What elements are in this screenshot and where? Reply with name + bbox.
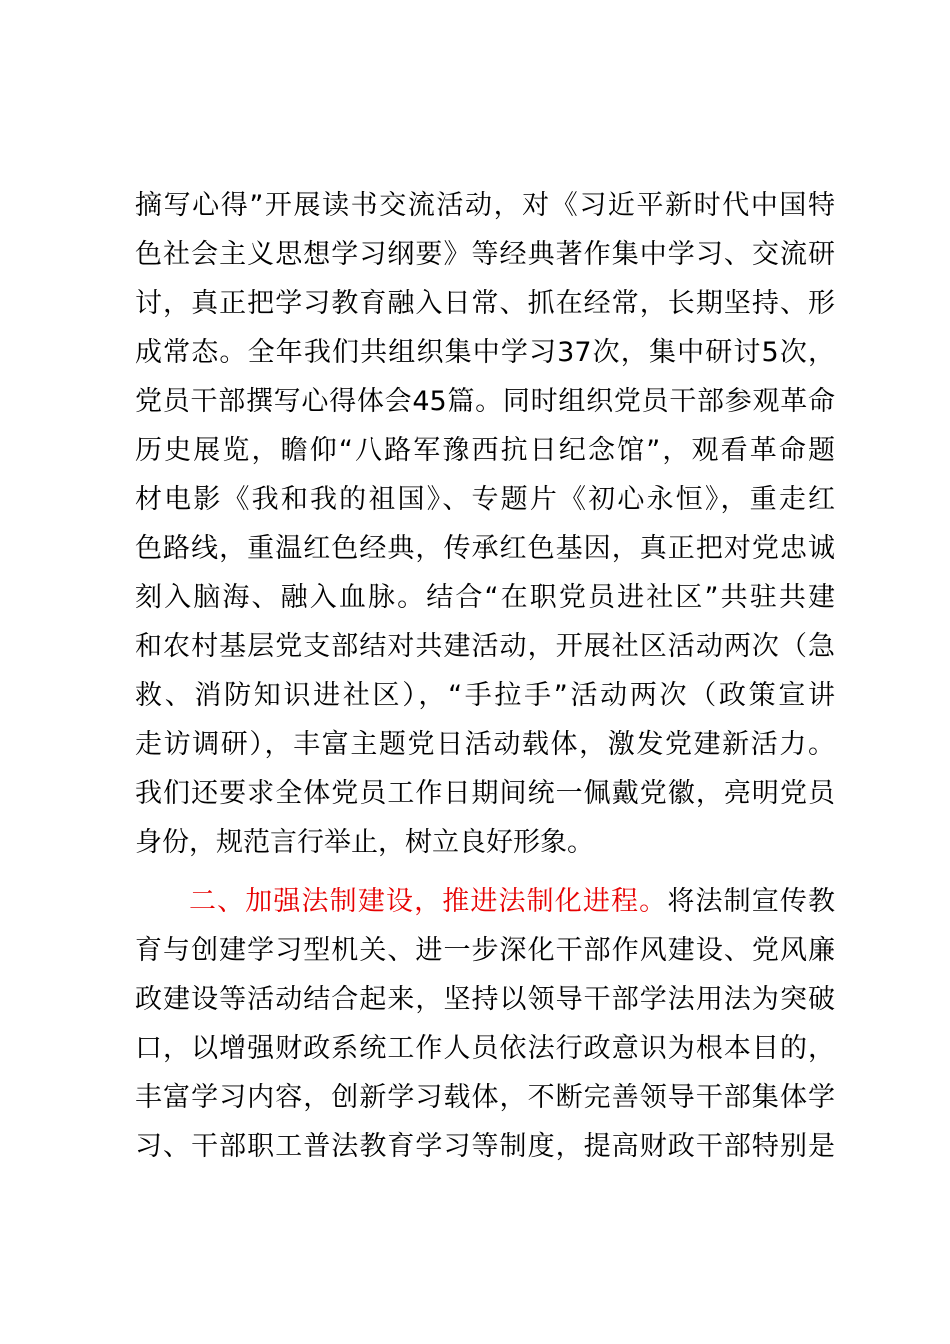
paragraph-1-line: 色社会主义思想学习纲要》等经典著作集中学习、交流研: [135, 239, 835, 270]
paragraph-1-line: 党员干部撰写心得体会45篇。同时组织党员干部参观革命: [135, 386, 835, 417]
section-2-line: 丰富学习内容，创新学习载体，不断完善领导干部集体学: [135, 1082, 835, 1113]
paragraph-1-line: 讨，真正把学习教育融入日常、抓在经常，长期坚持、形: [135, 288, 835, 319]
paragraph-1-line: 身份，规范言行举止，树立良好形象。: [135, 827, 594, 858]
paragraph-1-line: 历史展览，瞻仰“八路军豫西抗日纪念馆”，观看革命题: [135, 435, 835, 466]
section-2-line: 口，以增强财政系统工作人员依法行政意识为根本目的，: [135, 1033, 835, 1064]
paragraph-1-line: 摘写心得”开展读书交流活动，对《习近平新时代中国特: [135, 190, 835, 221]
paragraph-1-line: 成常态。全年我们共组织集中学习37次，集中研讨5次，: [135, 337, 835, 368]
section-2-first-line: [189, 884, 835, 920]
section-2-line: 育与创建学习型机关、进一步深化干部作风建设、党风廉: [135, 935, 835, 966]
section-2-heading: 二、加强法制建设，推进法制化进程。: [189, 886, 668, 917]
paragraph-1-line: 刻入脑海、融入血脉。结合“在职党员进社区”共驻共建: [135, 582, 835, 613]
paragraph-1-line: 走访调研），丰富主题党日活动载体，激发党建新活力。: [135, 729, 835, 760]
section-2-text: 将法制宣传教: [667, 886, 836, 917]
paragraph-1-line: 救、消防知识进社区），“手拉手”活动两次（政策宣讲: [135, 680, 835, 711]
paragraph-1-line: 色路线，重温红色经典，传承红色基因，真正把对党忠诚: [135, 533, 835, 564]
paragraph-1-line: 我们还要求全体党员工作日期间统一佩戴党徽，亮明党员: [135, 778, 835, 809]
section-2-line: 习、干部职工普法教育学习等制度，提高财政干部特别是: [135, 1131, 835, 1162]
paragraph-1-line: 材电影《我和我的祖国》、专题片《初心永恒》，重走红: [135, 484, 835, 515]
section-2-line: 政建设等活动结合起来，坚持以领导干部学法用法为突破: [135, 984, 835, 1015]
paragraph-1-line: 和农村基层党支部结对共建活动，开展社区活动两次（急: [135, 631, 835, 662]
